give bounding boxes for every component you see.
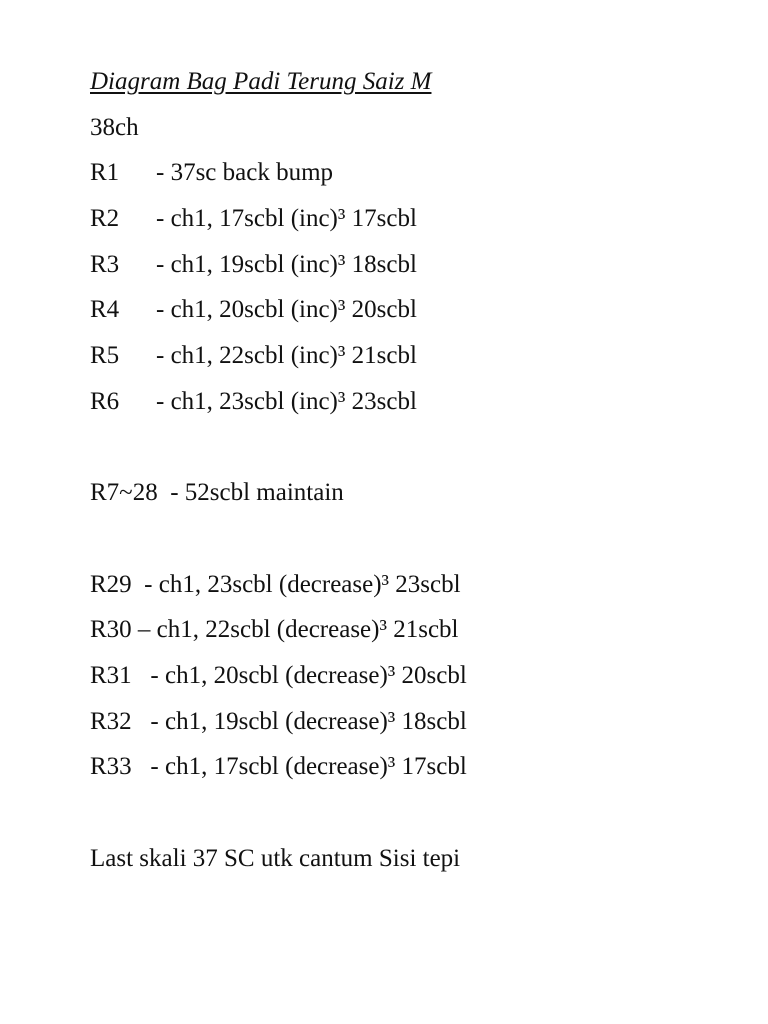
- row-code: R4: [90, 296, 120, 324]
- row-text: - ch1, 19scbl (inc)³ 18scbl: [156, 250, 417, 278]
- maintain-instruction: R7~28 - 52scbl maintain: [90, 479, 344, 507]
- row-code: R2: [90, 205, 120, 233]
- decrease-row: R31 - ch1, 20scbl (decrease)³ 20scbl: [90, 661, 467, 689]
- row-text: - ch1, 17scbl (inc)³ 17scbl: [156, 205, 417, 233]
- row-instruction: [90, 336, 730, 382]
- closing-note: Last skali 37 SC utk cantum Sisi tepi: [90, 844, 461, 872]
- row-text: - ch1, 22scbl (inc)³ 21scbl: [156, 342, 417, 370]
- row-code: R5: [90, 342, 120, 370]
- decrease-row: R29 - ch1, 23scbl (decrease)³ 23scbl: [90, 570, 461, 598]
- row-instruction: [90, 382, 730, 428]
- row-text: - 37sc back bump: [156, 159, 334, 187]
- decrease-row: R33 - ch1, 17scbl (decrease)³ 17scbl: [90, 753, 467, 781]
- row-code: R3: [90, 250, 120, 278]
- spacer: [90, 428, 730, 474]
- decrease-row: R32 - ch1, 19scbl (decrease)³ 18scbl: [90, 707, 467, 735]
- pattern-document: [90, 62, 730, 884]
- row-code: R6: [90, 387, 120, 415]
- row-text: - ch1, 20scbl (inc)³ 20scbl: [156, 296, 417, 324]
- spacer: [90, 793, 730, 839]
- spacer: [90, 519, 730, 565]
- row-instruction: [90, 199, 730, 245]
- row-instruction: [90, 245, 730, 291]
- decrease-row: R30 – ch1, 22scbl (decrease)³ 21scbl: [90, 616, 459, 644]
- starting-chain: 38ch: [90, 113, 139, 141]
- row-instruction: [90, 290, 730, 336]
- document-title: Diagram Bag Padi Terung Saiz M: [90, 68, 432, 95]
- row-text: - ch1, 23scbl (inc)³ 23scbl: [156, 387, 417, 415]
- row-code: R1: [90, 159, 120, 187]
- row-instruction: [90, 153, 730, 199]
